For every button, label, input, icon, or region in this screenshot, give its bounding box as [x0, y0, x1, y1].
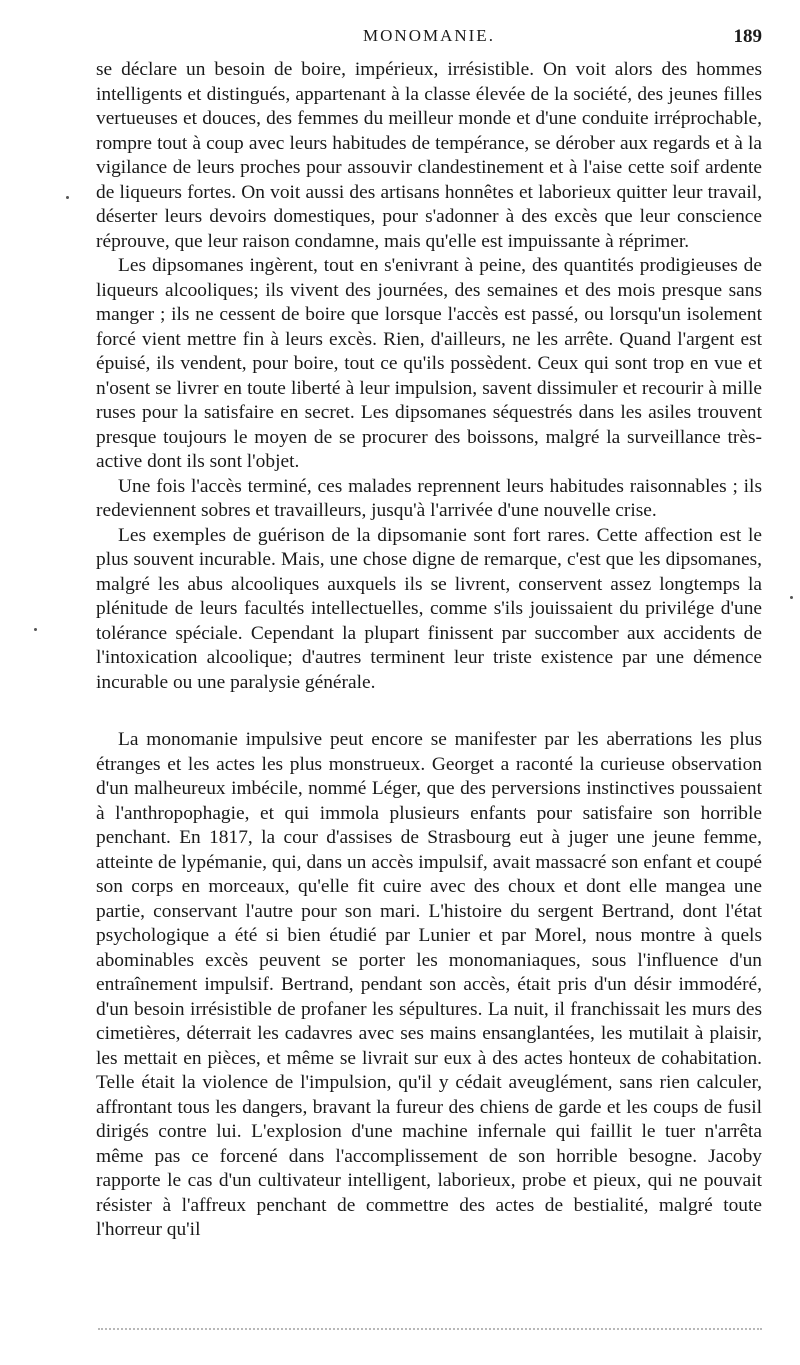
- paragraph-dipsomanes: Les dipsomanes ingèrent, tout en s'enivrant à peine, des quantités prodigieuses de liqueurs alcooliques; ils vivent des journées, des semaines et des mois presque sans manger ; ils ne cessent de boire que lorsque l'accès est passé, ou lorsqu'un isolement forcé vient mettre fin à leurs excès. Rien, d'ailleurs, ne les arrête. Quand l'argent est épuisé, ils vendent, pour boire, tout ce qu'ils possèdent. Ceux qui sont trop en vue et n'osent se livrer en toute liberté à leur impulsion, savent dissimuler et recourir à mille ruses pour la satisfaire en secret. Les dipsomanes séquestrés dans les asiles trouvent presque toujours le moyen de se procurer des boissons, malgré la surveillance très-active dont ils sont l'objet.: [96, 255, 762, 472]
- paragraph-monomanie-impulsive: La monomanie impulsive peut encore se manifester par les aberrations les plus étranges et les actes les plus monstrueux. Georget a raconté la curieuse observation d'un malheureux imbécile, nommé Léger, que des perversions instinctives poussaient à l'anthropophagie, et qui immola plusieurs enfants pour satisfaire son horrible penchant. En 1817, la cour d'assises de Strasbourg eut à juger une jeune femme, atteinte de lypémanie, qui, dans un accès impulsif, avait massacré son enfant et coupé son corps en morceaux, qu'elle fit cuire avec des choux et dont elle mangea une partie, conservant l'autre pour son mari. L'histoire du sergent Bertrand, dont l'état psychologique a été si bien étudié par Lunier et par Morel, nous montre à quels abominables excès peuvent se porter les monomaniaques, sous l'influence d'un entraînement impulsif. Bertrand, pendant son accès, était pris d'un désir immodéré, d'un besoin irrésistible de profaner les sépultures. La nuit, il franchissait les murs des cimetières, déterrait les cadavres avec ses mains ensanglantées, les mutilait à plaisir, les mettait en pièces, et même se livrait sur eux à des actes honteux de cohabitation. Telle était la violence de l'impulsion, qu'il y cédait aveuglément, sans rien calculer, affrontant tous les dangers, bravant la fureur des chiens de garde et les coups de fusil dirigés contre lui. L'explosion d'une machine infernale qui faillit le tuer n'arrêta même pas ce forcené dans l'accomplissement de son horrible besogne. Jacoby rapporte le cas d'un cultivateur intelligent, laborieux, probe et pieux, qui ne pouvait résister à l'affreux penchant de commettre des actes de bestialité, malgré toute l'horreur qu'il: [96, 729, 762, 1240]
- running-head: MONOMANIE.: [363, 26, 495, 45]
- paper-speck: [34, 628, 37, 631]
- paragraph-guerison: Les exemples de guérison de la dipsomanie sont fort rares. Cette affection est le plus souvent incurable. Mais, une chose digne de remarque, c'est que les dipsomanes, malgré les abus alcooliques auxquels ils se livrent, conservent assez longtemps la plénitude de leurs facultés intellectuelles, comme s'ils jouissaient du privilége d'une tolérance spéciale. Cependant la plupart finissent par succomber aux accidents de l'intoxication alcoolique; d'autres terminent leur triste existence par une démence incurable ou une paralysie générale.: [96, 524, 762, 693]
- body-text: [96, 58, 762, 1243]
- paragraph-acces-termine: Une fois l'accès terminé, ces malades reprennent leurs habitudes raisonnables ; ils redeviennent sobres et travailleurs, jusqu'à l'arrivée d'une nouvelle crise.: [96, 475, 762, 521]
- paragraph-continuation: se déclare un besoin de boire, impérieux, irrésistible. On voit alors des hommes intelligents et distingués, appartenant à la classe élevée de la société, des jeunes filles vertueuses et douces, des femmes du meilleur monde et d'une conduite irréprochable, rompre tout à coup avec leurs habitudes de tempérance, se dérober aux regards et à la vigilance de leurs proches pour assouvir clandestinement et à l'aise cette soif ardente de liqueurs fortes. On voit aussi des artisans honnêtes et laborieux quitter leur travail, déserter leurs devoirs domestiques, pour s'adonner à des excès que leur conscience réprouve, que leur raison condamne, mais qu'elle est impuissante à réprimer.: [96, 59, 762, 252]
- paper-speck: [790, 596, 793, 599]
- paper-speck: [66, 196, 69, 199]
- section-gap: [96, 695, 762, 728]
- footer-dotted-rule: [98, 1328, 762, 1330]
- page-number: 189: [733, 26, 762, 47]
- page-header: [96, 26, 762, 52]
